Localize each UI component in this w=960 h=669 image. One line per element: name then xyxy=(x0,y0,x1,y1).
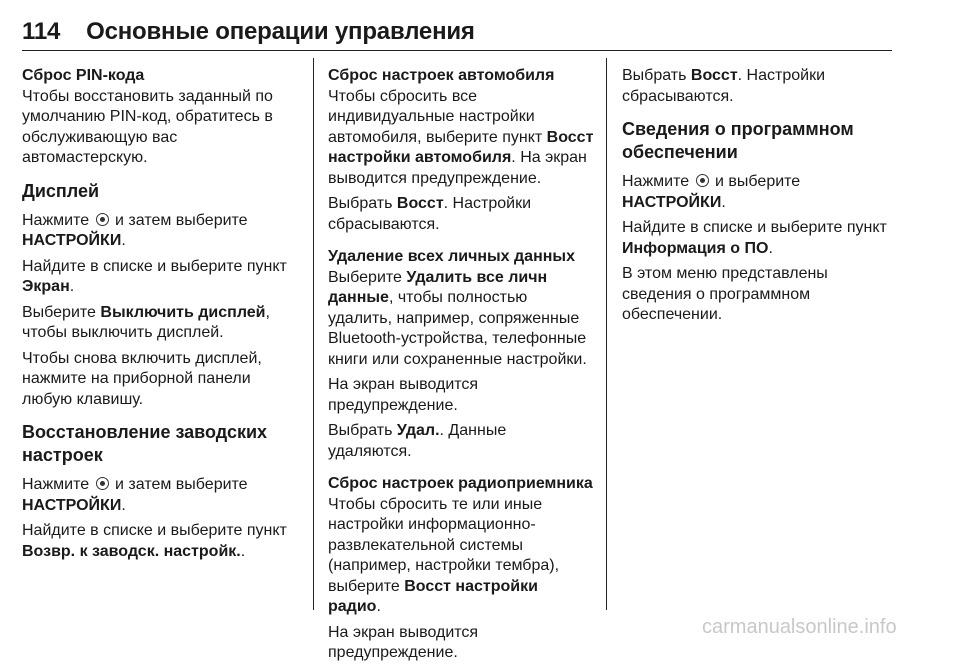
software-step-find: Найдите в списке и выберите пункт Информация о ПО. xyxy=(622,219,887,257)
car-reset-choose: Выбрать Восст. Настройки сбрасываются. xyxy=(328,195,531,233)
software-info-text: В этом меню представлены сведения о программном обеспечении. xyxy=(622,265,828,323)
display-step-select: Выберите Выключить дисплей, чтобы выключить дисплей. xyxy=(22,303,270,341)
factory-step-press: Нажмите и затем выберите НАСТРОЙКИ. xyxy=(22,476,248,514)
restore-choose: Выбрать Восст. Настройки сбрасываются. xyxy=(622,67,825,105)
radio-heading: Сброс настроек радиоприемника xyxy=(328,475,593,492)
car-reset-item: Восст настройки автомобиля xyxy=(328,128,594,166)
radio-warning: На экран выводится предупреждение. xyxy=(328,623,479,661)
delete-warning: На экран выводится предупреждение. xyxy=(328,376,479,414)
radio-item: Восст настройки радио xyxy=(328,577,538,615)
column-divider-1 xyxy=(313,58,314,610)
header-divider xyxy=(22,50,892,51)
info-item: Информация о ПО xyxy=(622,239,769,257)
settings-icon xyxy=(96,477,109,490)
page-number: 114 xyxy=(22,18,61,45)
factory-heading: Восстановление заводских настроек xyxy=(22,422,268,465)
column-3 xyxy=(622,66,890,331)
software-heading: Сведения о программном обеспечении xyxy=(622,119,854,162)
display-step-press: Нажмите и затем выберите НАСТРОЙКИ. xyxy=(22,211,248,249)
display-off-item: Выключить дисплей xyxy=(100,303,266,321)
pin-reset-heading: Сброс PIN-кода xyxy=(22,67,145,84)
settings-icon xyxy=(696,174,709,187)
delete-choose: Выбрать Удал.. Данные удаляются. xyxy=(328,422,507,460)
factory-item: Возвр. к заводск. настройк. xyxy=(22,542,241,560)
screen-item: Экран xyxy=(22,278,70,295)
page-title: Основные операции управления xyxy=(86,18,475,45)
car-reset-text: Чтобы сбросить все индивидуальные настройки автомобиля, выберите пункт Восст настройки автомобиля. На экран выводится предупреждение. xyxy=(328,87,594,187)
page-header xyxy=(22,18,475,46)
delete-text: Выберите Удалить все личн данные, чтобы полностью удалить, например, сопряженные Bluetooth-устройства, телефонные книги или сохраненные настройки. xyxy=(328,268,587,368)
column-divider-2 xyxy=(606,58,607,610)
software-step-press: Нажмите и выберите НАСТРОЙКИ. xyxy=(622,173,801,211)
pin-reset-text: Чтобы восстановить заданный по умолчанию PIN-код, обратитесь в обслуживающую вас автомастерскую. xyxy=(22,87,273,166)
display-on-text: Чтобы снова включить дисплей, нажмите на приборной панели любую клавишу. xyxy=(22,349,262,408)
column-2 xyxy=(328,66,594,669)
delete-heading: Удаление всех личных данных xyxy=(328,248,575,265)
watermark: carmanualsonline.info xyxy=(702,616,897,638)
factory-step-find: Найдите в списке и выберите пункт Возвр. к заводск. настройк.. xyxy=(22,522,287,560)
display-heading: Дисплей xyxy=(22,180,100,201)
display-step-find: Найдите в списке и выберите пункт Экран. xyxy=(22,257,287,295)
delete-item: Удалить все личн данные xyxy=(328,268,548,306)
settings-label: НАСТРОЙКИ xyxy=(22,232,122,249)
settings-icon xyxy=(96,213,109,226)
radio-text: Чтобы сбросить те или иные настройки информационно-развлекательной системы (например, настройки тембра), выберите Восст настройки радио. xyxy=(328,495,560,615)
column-1 xyxy=(22,66,300,567)
car-reset-heading: Сброс настроек автомобиля xyxy=(328,67,555,84)
